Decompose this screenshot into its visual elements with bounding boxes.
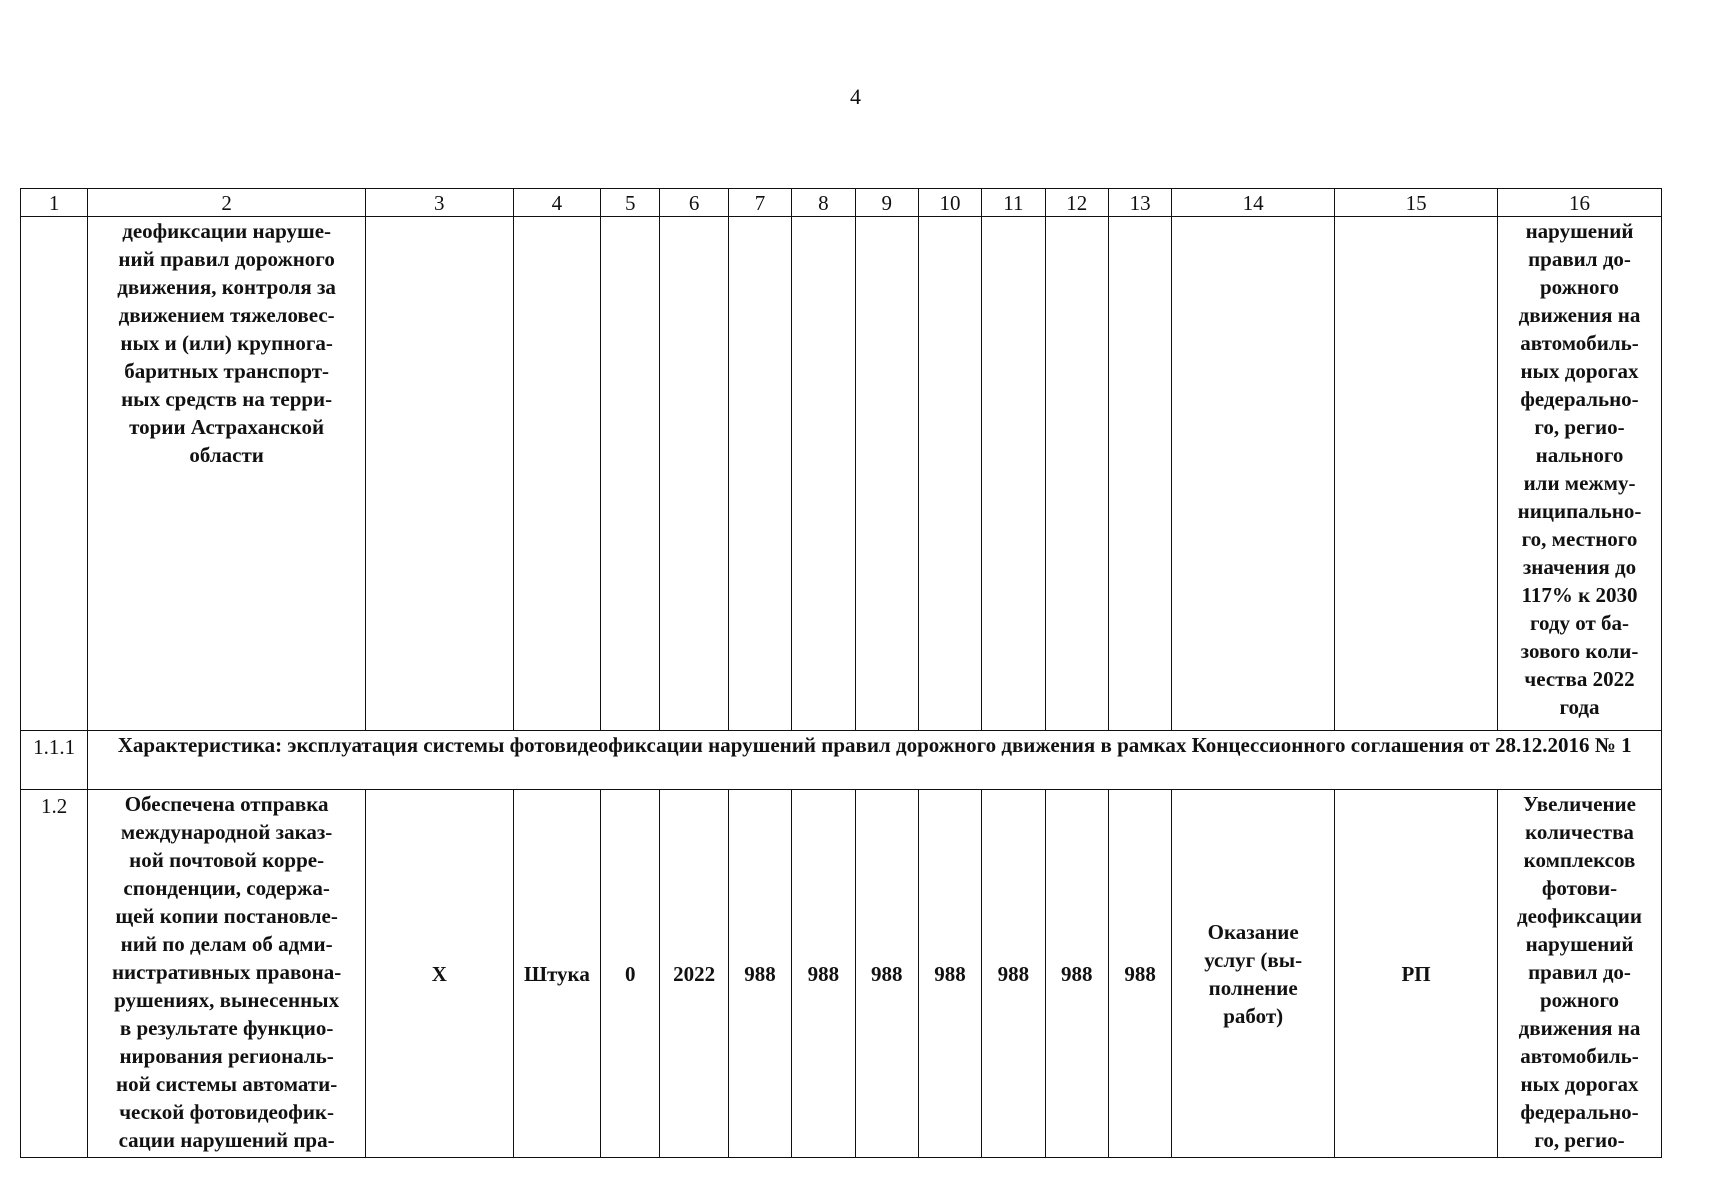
cell-col3: Х (365, 790, 513, 1158)
value-cell: 988 (728, 790, 791, 1158)
row-number: 1.1.1 (21, 731, 88, 790)
column-header: 6 (660, 189, 728, 217)
page-number: 4 (850, 84, 861, 109)
table-cell (1335, 217, 1498, 731)
column-header: 10 (918, 189, 981, 217)
table-cell (660, 217, 728, 731)
value-cell: 988 (855, 790, 918, 1158)
table-cell (21, 217, 88, 731)
table-cell (365, 217, 513, 731)
measure-name-continued: деофиксации наруше- ний правил дорожного движения, контроля за движением тяжеловес- ных и (или) крупнога- баритных транспорт- ных средств на терри- тории Астраханской области (88, 217, 366, 731)
column-number-row (21, 189, 1662, 217)
table-cell (1045, 217, 1108, 731)
table-cell (855, 217, 918, 731)
value-cell: 988 (1045, 790, 1108, 1158)
characteristic-text: Характеристика: эксплуатация системы фотовидеофиксации нарушений правил дорожного движения в рамках Концессионного соглашения от 28.12.2016 № 1 (88, 731, 1662, 790)
value-cell: 988 (792, 790, 855, 1158)
column-header: 7 (728, 189, 791, 217)
table-cell (728, 217, 791, 731)
table-row (21, 217, 1662, 731)
base-value-cell: 0 (601, 790, 660, 1158)
table-cell (792, 217, 855, 731)
column-header: 16 (1498, 189, 1662, 217)
measure-name: Обеспечена отправка международной заказ- ной почтовой корре- спонденции, содержа- щей копии постановле- ний по делам об адми- нистративных правона- рушениях, вынесенных в результате функцио- нирования региональ- ной системы автомати- ческой фотовидеофик- сации нарушений пра- (88, 790, 366, 1158)
result-description: Увеличение количества комплексов фотови- деофиксации нарушений правил до- рожного движения на автомобиль- ных дорогах федерально- го, регио- (1498, 790, 1662, 1158)
value-cell: 988 (1108, 790, 1171, 1158)
column-header: 13 (1108, 189, 1171, 217)
row-number: 1.2 (21, 790, 88, 1158)
table-row (21, 790, 1662, 1158)
measures-table (20, 188, 1662, 1158)
column-header: 2 (88, 189, 366, 217)
column-header: 3 (365, 189, 513, 217)
value-cell: 988 (982, 790, 1045, 1158)
value-cell: 988 (918, 790, 981, 1158)
column-header: 8 (792, 189, 855, 217)
column-header: 5 (601, 189, 660, 217)
column-header: 12 (1045, 189, 1108, 217)
base-year-cell: 2022 (660, 790, 728, 1158)
column-header: 1 (21, 189, 88, 217)
table-cell (601, 217, 660, 731)
column-header: 14 (1172, 189, 1335, 217)
table-row (21, 731, 1662, 790)
unit-cell: Штука (513, 790, 600, 1158)
table-cell (982, 217, 1045, 731)
table-cell (1108, 217, 1171, 731)
link-cell: РП (1335, 790, 1498, 1158)
column-header: 4 (513, 189, 600, 217)
column-header: 9 (855, 189, 918, 217)
table-cell (918, 217, 981, 731)
table-cell (1172, 217, 1335, 731)
result-description-continued: нарушений правил до- рожного движения на автомобиль- ных дорогах федерально- го, регио- нального или межму- ниципально- го, местного значения до 117% к 2030 году от ба- зового коли- чества 2022 года (1498, 217, 1662, 731)
table-cell (513, 217, 600, 731)
column-header: 11 (982, 189, 1045, 217)
column-header: 15 (1335, 189, 1498, 217)
result-type-cell: Оказание услуг (вы- полнение работ) (1172, 790, 1335, 1158)
